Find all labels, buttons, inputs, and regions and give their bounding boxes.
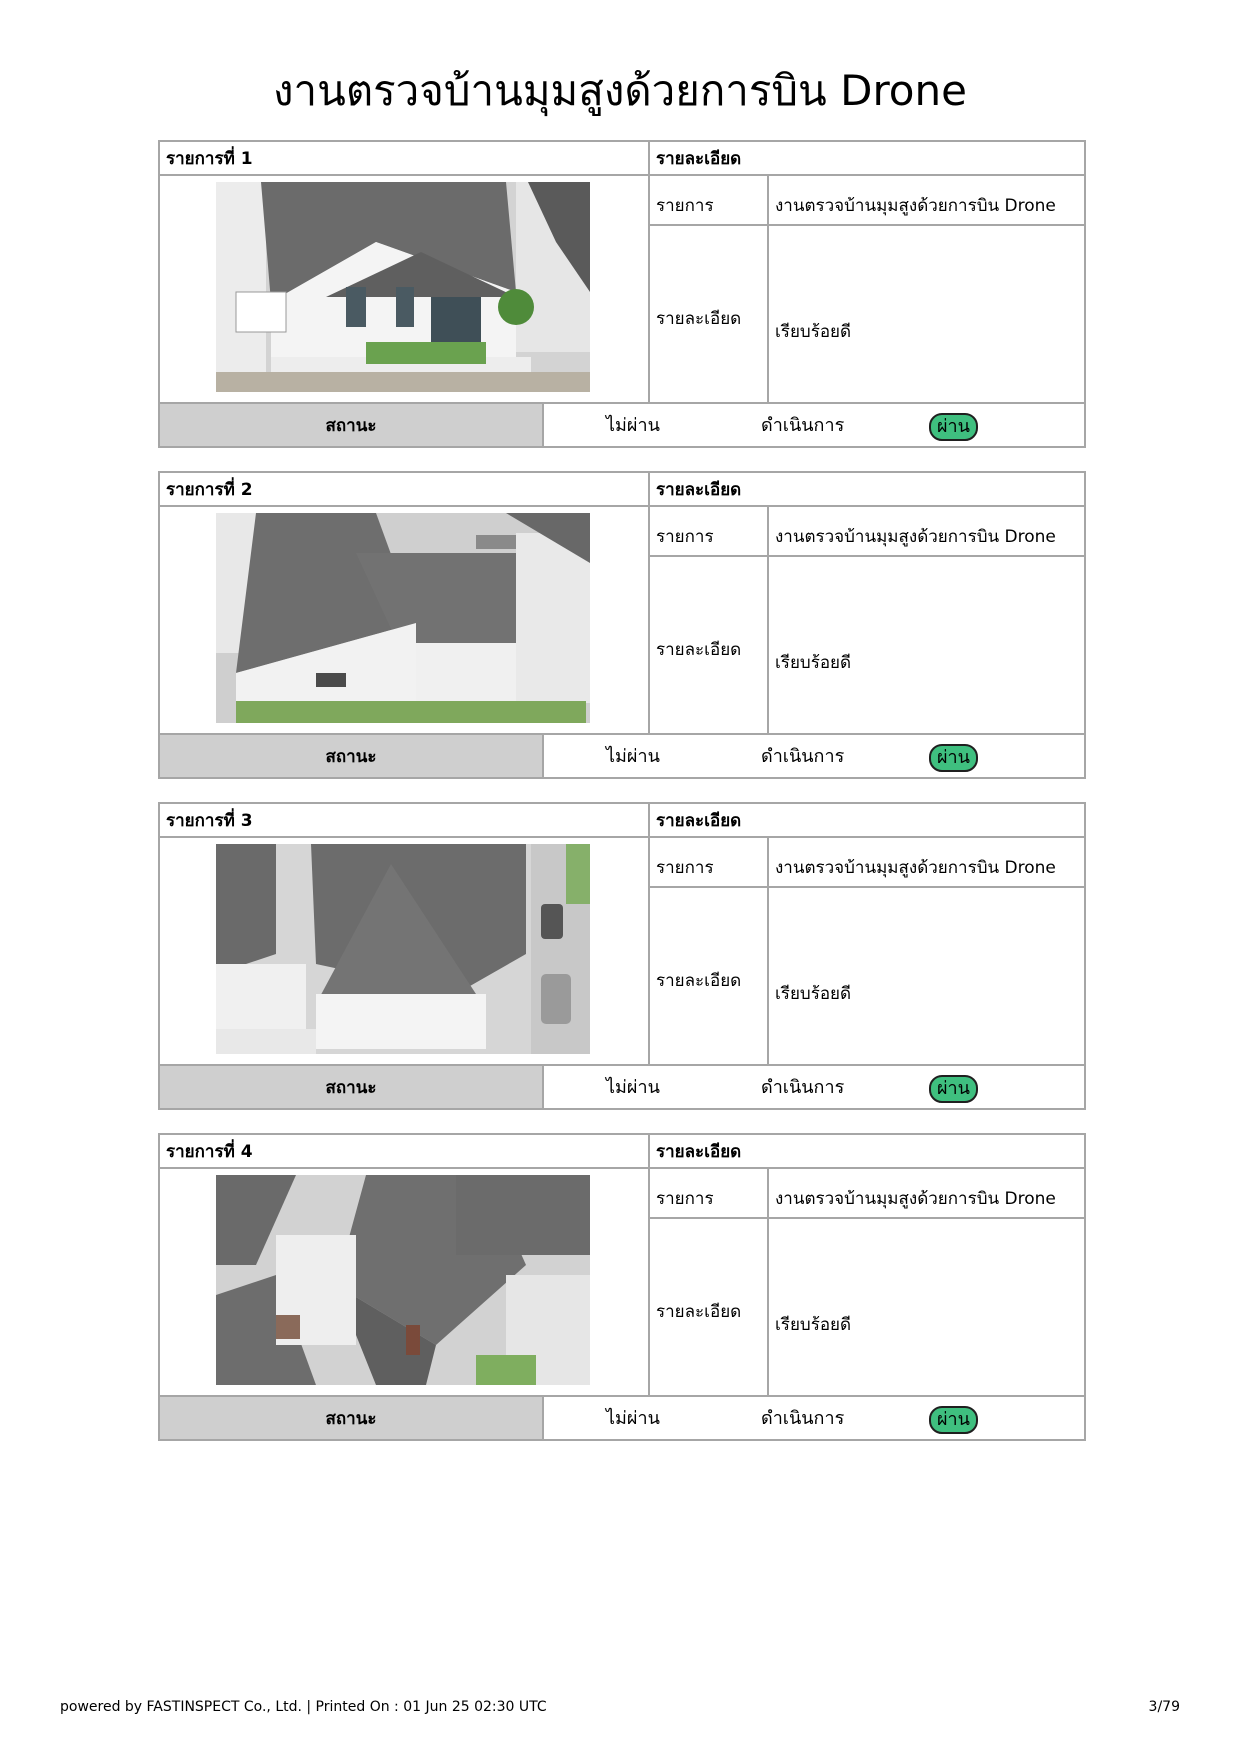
status-option-pass-selected[interactable]: ผ่าน [929, 1406, 978, 1434]
detail-heading: รายละเอียด [656, 811, 742, 831]
column-divider [767, 507, 769, 733]
status-option-in-progress[interactable]: ดำเนินการ [761, 746, 845, 767]
status-option-fail[interactable]: ไม่ผ่าน [606, 1408, 660, 1429]
column-divider [648, 804, 650, 1064]
detail-value: เรียบร้อยดี [775, 322, 852, 342]
footer-credit: powered by FASTINSPECT Co., Ltd. | Printed On : 01 Jun 25 02:30 UTC [60, 1699, 547, 1715]
item-value: งานตรวจบ้านมุมสูงด้วยการบิน Drone [775, 858, 1056, 878]
column-divider [648, 142, 650, 402]
item-heading: รายการที่ 1 [166, 149, 253, 169]
row-divider [650, 886, 1086, 888]
status-option-pass-selected[interactable]: ผ่าน [929, 1075, 978, 1103]
item-heading: รายการที่ 4 [166, 1142, 253, 1162]
aerial-photo[interactable] [216, 844, 590, 1054]
page-title: งานตรวจบ้านมุมสูงด้วยการบิน Drone [273, 66, 967, 115]
status-option-pass-selected[interactable]: ผ่าน [929, 413, 978, 441]
item-value: งานตรวจบ้านมุมสูงด้วยการบิน Drone [775, 1189, 1056, 1209]
status-option-in-progress[interactable]: ดำเนินการ [761, 415, 845, 436]
aerial-photo[interactable] [216, 182, 590, 392]
inspection-item-table [158, 140, 1086, 448]
detail-label: รายละเอียด [656, 971, 742, 991]
item-label: รายการ [656, 527, 714, 547]
house-photo-image [216, 844, 590, 1054]
detail-label: รายละเอียด [656, 309, 742, 329]
column-divider [767, 176, 769, 402]
house-photo-image [216, 1175, 590, 1385]
aerial-photo[interactable] [216, 1175, 590, 1385]
status-option-fail[interactable]: ไม่ผ่าน [606, 746, 660, 767]
house-photo-image [216, 513, 590, 723]
status-option-pass-selected[interactable]: ผ่าน [929, 744, 978, 772]
status-option-in-progress[interactable]: ดำเนินการ [761, 1408, 845, 1429]
inspection-item-table [158, 1133, 1086, 1441]
status-label: สถานะ [160, 404, 544, 446]
detail-heading: รายละเอียด [656, 149, 742, 169]
status-option-in-progress[interactable]: ดำเนินการ [761, 1077, 845, 1098]
item-heading: รายการที่ 2 [166, 480, 253, 500]
item-header-row [160, 142, 1084, 176]
item-label: รายการ [656, 196, 714, 216]
detail-label: รายละเอียด [656, 640, 742, 660]
row-divider [650, 1217, 1086, 1219]
item-value: งานตรวจบ้านมุมสูงด้วยการบิน Drone [775, 196, 1056, 216]
status-option-fail[interactable]: ไม่ผ่าน [606, 415, 660, 436]
status-label: สถานะ [160, 735, 544, 777]
detail-value: เรียบร้อยดี [775, 1315, 852, 1335]
column-divider [767, 1169, 769, 1395]
row-divider [650, 555, 1086, 557]
house-photo-image [216, 182, 590, 392]
status-row [160, 733, 1084, 777]
inspection-item-table [158, 802, 1086, 1110]
detail-heading: รายละเอียด [656, 480, 742, 500]
column-divider [767, 838, 769, 1064]
status-option-fail[interactable]: ไม่ผ่าน [606, 1077, 660, 1098]
detail-value: เรียบร้อยดี [775, 653, 852, 673]
aerial-photo[interactable] [216, 513, 590, 723]
item-header-row [160, 804, 1084, 838]
inspection-item-table [158, 471, 1086, 779]
detail-label: รายละเอียด [656, 1302, 742, 1322]
detail-heading: รายละเอียด [656, 1142, 742, 1162]
column-divider [648, 473, 650, 733]
column-divider [648, 1135, 650, 1395]
detail-value: เรียบร้อยดี [775, 984, 852, 1004]
item-label: รายการ [656, 858, 714, 878]
status-row [160, 1395, 1084, 1439]
item-header-row [160, 473, 1084, 507]
status-row [160, 1064, 1084, 1108]
status-row [160, 402, 1084, 446]
page-number: 3/79 [1148, 1699, 1180, 1715]
item-header-row [160, 1135, 1084, 1169]
item-heading: รายการที่ 3 [166, 811, 253, 831]
status-label: สถานะ [160, 1397, 544, 1439]
row-divider [650, 224, 1086, 226]
item-value: งานตรวจบ้านมุมสูงด้วยการบิน Drone [775, 527, 1056, 547]
status-label: สถานะ [160, 1066, 544, 1108]
item-label: รายการ [656, 1189, 714, 1209]
